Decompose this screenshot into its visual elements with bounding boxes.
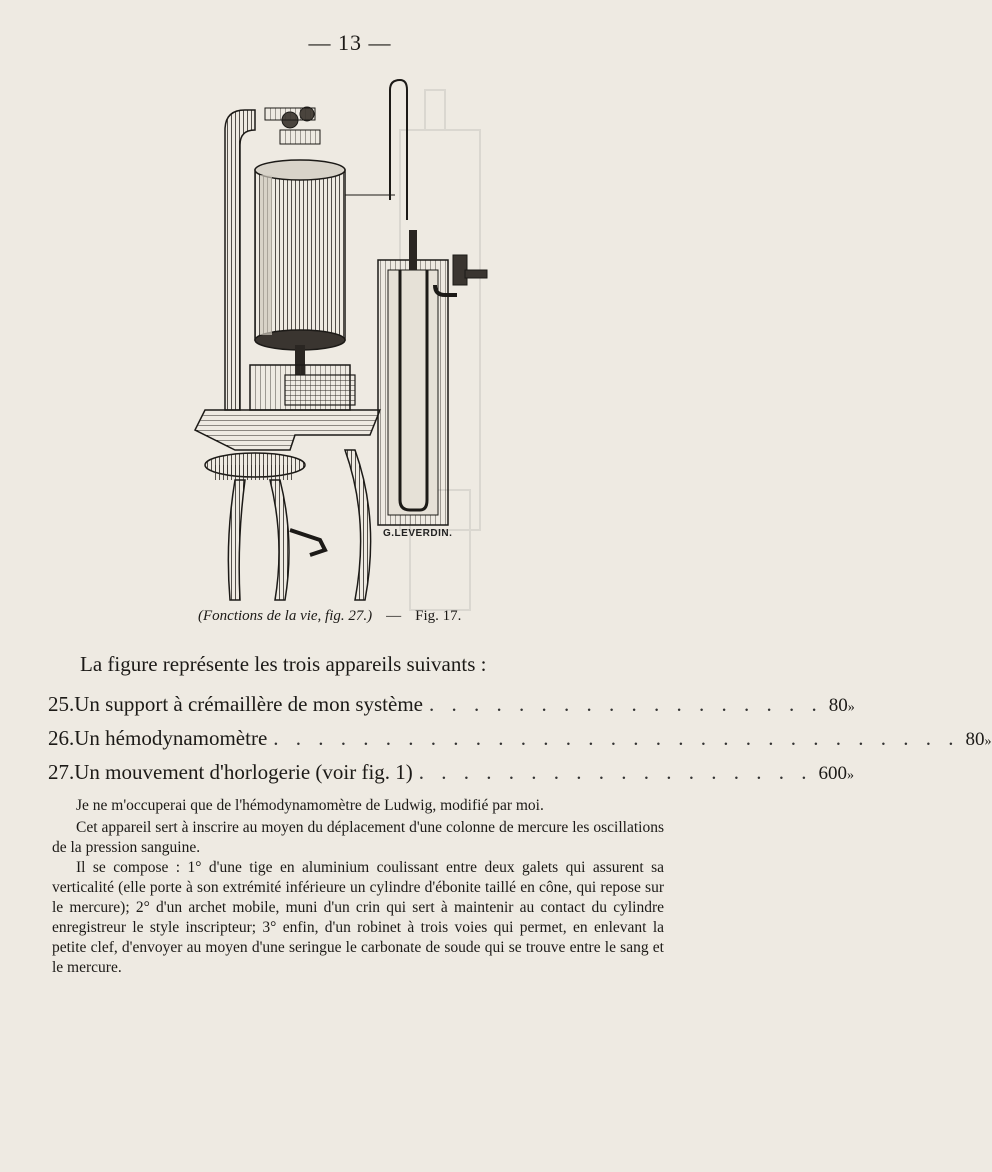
item-price: 80: [965, 729, 985, 750]
item-price: 600: [818, 763, 848, 784]
item-unit: »: [984, 734, 992, 749]
caption-source: (Fonctions de la vie, fig. 27.): [198, 608, 373, 624]
apparatus-illustration: [195, 70, 515, 610]
intro-sentence: La figure représente les trois appareils suivants :: [80, 652, 487, 676]
item-label: Un support à crémaillère de mon système: [74, 692, 423, 716]
item-leader-dots: . . . . . . . . . . . . . . . . . .: [428, 692, 823, 716]
figure-caption: [198, 608, 461, 625]
engraver-signature: G.LEVERDIN.: [383, 528, 453, 539]
manometer-frame: [378, 230, 448, 525]
list-item: [48, 692, 855, 726]
caption-separator: —: [386, 608, 402, 624]
paragraph: Je ne m'occuperai que de l'hémodynamomètre de Ludwig, modifié par moi.: [76, 797, 544, 814]
clockwork-top: [265, 107, 320, 144]
item-label: Un mouvement d'horlogerie (voir fig. 1): [74, 760, 413, 784]
list-item: [48, 760, 855, 794]
item-price: 80: [828, 695, 848, 716]
price-list: [48, 692, 992, 794]
item-number: 27.: [48, 760, 75, 784]
body-text: [52, 796, 664, 978]
base-block: [250, 365, 355, 410]
item-number: 26.: [48, 726, 75, 750]
item-unit: »: [847, 768, 855, 783]
caption-figure-number: Fig. 17.: [415, 608, 462, 624]
item-leader-dots: . . . . . . . . . . . . . . . . . .: [418, 760, 813, 784]
page-number: — 13 —: [308, 30, 392, 55]
recording-cylinder: [255, 160, 345, 350]
item-leader-dots: . . . . . . . . . . . . . . . . . . . . . . . . . . . . . . .: [273, 726, 960, 750]
paragraph: Il se compose : 1° d'une tige en aluminium coulissant entre deux galets qui assurent sa verticalité (elle porte à son extrémité inférieure un cylindre d'ébonite taillé en cône, qui repose sur le mercure); 2° d'un archet mobile, muni d'un crin qui sert à maintenir au contact du cylindre enregistreur le style inscripteur; 3° enfin, d'un robinet à trois voies qui permet, en enlevant la petite clef, d'envoyer au moyen d'une seringue le carbonate de soude qui se trouve entre le sang et le mercure.: [52, 859, 664, 976]
item-label: Un hémodynamomètre: [74, 726, 268, 750]
item-unit: »: [847, 700, 855, 715]
paragraph: Cet appareil sert à inscrire au moyen du déplacement d'une colonne de mercure les oscillations de la pression sanguine.: [52, 819, 664, 856]
item-number: 25.: [48, 692, 75, 716]
list-item: [48, 726, 992, 760]
